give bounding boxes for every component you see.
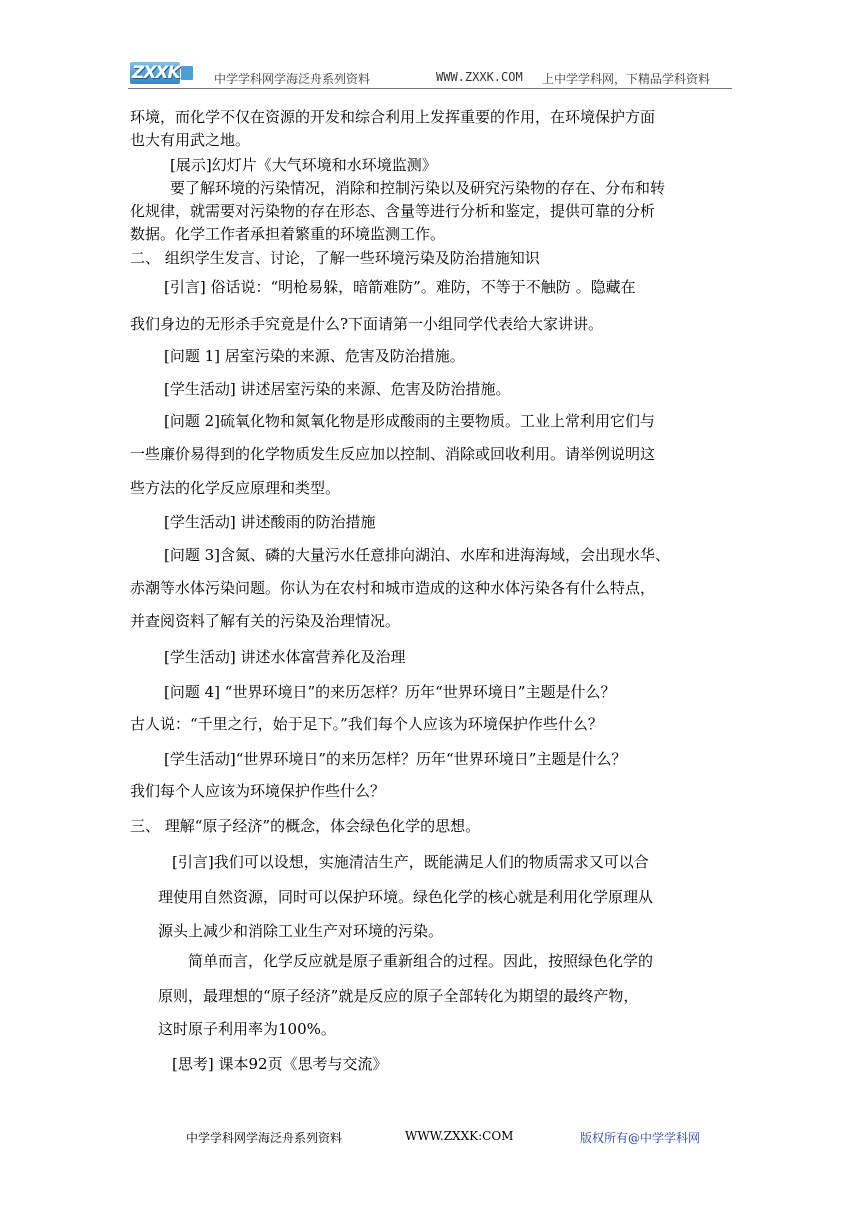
- section-heading: 三、 理解“原子经济”的概念，体会绿色化学的思想。: [130, 817, 481, 835]
- text-line: 一些廉价易得到的化学物质发生反应加以控制、消除或回收利用。请举例说明这: [130, 445, 656, 463]
- header-slogan: 上中学学科网，下精品学科资料: [542, 72, 711, 86]
- text-line: 原则，最理想的“原子经济”就是反应的原子全部转化为期望的最终产物，: [158, 987, 639, 1005]
- footer-series: 中学学科网学海泛舟系列资料: [186, 1131, 343, 1145]
- header-rule: [128, 88, 732, 89]
- text-line: 简单而言，化学反应就是原子重新组合的过程。因此，按照绿色化学的: [188, 952, 654, 970]
- text-line: 并查阅资料了解有关的污染及治理情况。: [130, 612, 401, 630]
- text-line: [思考] 课本92页《思考与交流》: [172, 1055, 388, 1073]
- text-line: 些方法的化学反应原理和类型。: [130, 479, 341, 497]
- text-line: [学生活动] 讲述居室污染的来源、危害及防治措施。: [164, 380, 511, 398]
- text-line: 化规律，就需要对污染物的存在形态、含量等进行分析和鉴定，提供可靠的分析: [130, 202, 656, 220]
- text-line: [问题 2]硫氧化物和氮氧化物是形成酸雨的主要物质。工业上常利用它们与: [164, 412, 656, 430]
- header-series: 中学学科网学海泛舟系列资料: [214, 72, 371, 86]
- text-line: 理使用自然资源，同时可以保护环境。绿色化学的核心就是利用化学原理从: [158, 888, 654, 906]
- text-line: 源头上减少和消除工业生产对环境的污染。: [158, 922, 444, 940]
- text-line: 古人说：“千里之行，始于足下。”我们每个人应该为环境保护作些什么？: [130, 715, 603, 733]
- text-line: [问题 1] 居室污染的来源、危害及防治措施。: [164, 347, 465, 365]
- text-line: 赤潮等水体污染问题。你认为在农村和城市造成的这种水体污染各有什么特点，: [130, 579, 656, 597]
- zxxk-logo: ZXXK: [130, 62, 192, 84]
- text-line: 要了解环境的污染情况，消除和控制污染以及研究污染物的存在、分布和转: [170, 179, 666, 197]
- text-line: 也大有用武之地。: [130, 131, 251, 149]
- text-line: [学生活动] 讲述水体富营养化及治理: [164, 648, 406, 666]
- text-line: 环境，而化学不仅在资源的开发和综合利用上发挥重要的作用，在环境保护方面: [130, 108, 656, 126]
- text-line: 这时原子利用率为100%。: [158, 1020, 336, 1038]
- text-line: [引言]我们可以设想，实施清洁生产，既能满足人们的物质需求又可以合: [172, 853, 649, 871]
- text-line: [展示]幻灯片《大气环境和水环境监测》: [170, 156, 437, 174]
- section-heading: 二、 组织学生发言、讨论，了解一些环境污染及防治措施知识: [130, 249, 540, 267]
- text-line: 我们身边的无形杀手究竟是什么?下面请第一小组同学代表给大家讲讲。: [130, 315, 604, 333]
- footer-url: WWW.ZXXK:COM: [405, 1129, 514, 1143]
- header-url: WWW.ZXXK.COM: [436, 70, 523, 84]
- footer-copyright: 版权所有@中学学科网: [580, 1131, 701, 1145]
- page-header: [128, 60, 732, 92]
- text-line: 我们每个人应该为环境保护作些什么？: [130, 782, 386, 800]
- text-line: [引言] 俗话说：“明枪易躲，暗箭难防”。难防，不等于不触防 。隐藏在: [164, 278, 636, 296]
- text-line: [问题 3]含氮、磷的大量污水任意排向湖泊、水库和进海海域，会出现水华、: [164, 546, 671, 564]
- text-line: [学生活动]“世界环境日”的来历怎样？历年“世界环境日”主题是什么？: [164, 750, 627, 768]
- text-line: [学生活动] 讲述酸雨的防治措施: [164, 513, 376, 531]
- text-line: 数据。化学工作者承担着繁重的环境监测工作。: [130, 225, 446, 243]
- text-line: [问题 4] “世界环境日”的来历怎样？历年“世界环境日”主题是什么？: [164, 683, 616, 701]
